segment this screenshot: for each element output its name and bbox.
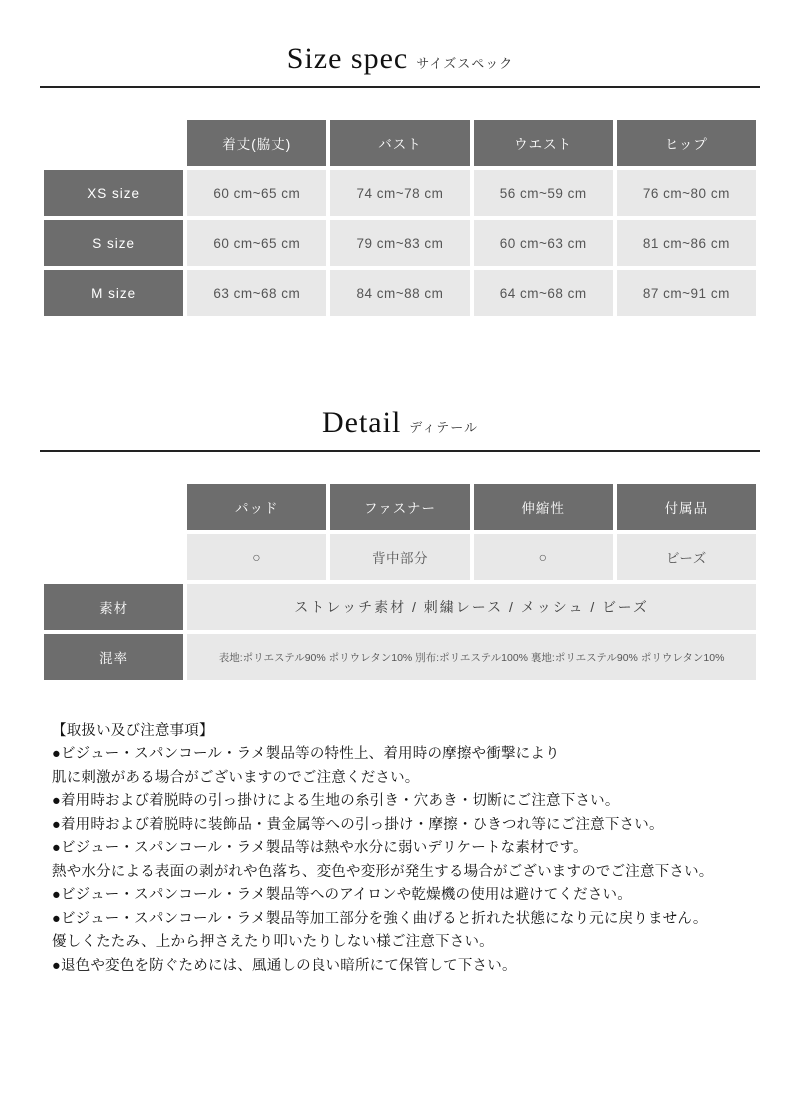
size-cell: 79 cm~83 cm [330,220,469,266]
size-cell: 76 cm~80 cm [617,170,756,216]
table-row [44,534,756,580]
care-note-line: ●ビジュー・スパンコール・ラメ製品等加工部分を強く曲げると折れた状態になり元に戻りません。 [52,910,708,927]
spacer-cell [44,534,183,580]
detail-column-header: 付属品 [617,484,756,530]
detail-title-jp: ディテール [409,420,478,435]
detail-cell: ○ [474,534,613,580]
detail-cell: 背中部分 [330,534,469,580]
detail-column-header: 伸縮性 [474,484,613,530]
detail-column-header: ファスナー [330,484,469,530]
table-header-row [44,120,756,166]
care-notes [52,720,760,978]
care-note-line: ●ビジュー・スパンコール・ラメ製品等は熱や水分に弱いデリケートな素材です。 [52,840,588,857]
detail-title-en: Detail [321,406,402,439]
table-row [44,270,756,316]
size-column-header: 着丈(脇丈) [187,120,326,166]
material-value: ストレッチ素材 / 刺繍レース / メッシュ / ビーズ [187,584,756,630]
size-row-label: M size [44,270,183,316]
care-note-line: ●ビジュー・スパンコール・ラメ製品等の特性上、着用時の摩擦や衝撃により [52,746,560,763]
product-spec-page [0,42,800,1109]
size-cell: 64 cm~68 cm [474,270,613,316]
material-row-label: 素材 [44,584,183,630]
size-column-header: ヒップ [617,120,756,166]
size-column-header: バスト [330,120,469,166]
size-cell: 84 cm~88 cm [330,270,469,316]
corner-cell [44,484,183,530]
care-note-line: 肌に刺激がある場合がございますのでご注意ください。 [52,769,420,786]
size-cell: 60 cm~63 cm [474,220,613,266]
detail-column-header: パッド [187,484,326,530]
table-row [44,170,756,216]
size-spec-title-jp: サイズスペック [416,56,514,71]
size-cell: 60 cm~65 cm [187,220,326,266]
size-row-label: S size [44,220,183,266]
ratio-row-label: 混率 [44,634,183,680]
size-cell: 63 cm~68 cm [187,270,326,316]
size-spec-table [40,116,760,320]
table-row [44,634,756,680]
size-spec-heading [40,42,760,88]
detail-heading [40,406,760,452]
care-note-line: ●ビジュー・スパンコール・ラメ製品等へのアイロンや乾燥機の使用は避けてください。 [52,887,632,904]
table-row [44,584,756,630]
detail-table [40,480,760,684]
size-cell: 60 cm~65 cm [187,170,326,216]
detail-cell: ○ [187,534,326,580]
detail-cell: ビーズ [617,534,756,580]
care-note-line: 熱や水分による表面の剥がれや色落ち、変色や変形が発生する場合がございますのでご注意下さい。 [52,863,714,880]
size-spec-title-en: Size spec [286,42,409,75]
table-row [44,220,756,266]
corner-cell [44,120,183,166]
size-cell: 87 cm~91 cm [617,270,756,316]
size-cell: 74 cm~78 cm [330,170,469,216]
ratio-value: 表地:ポリエステル90% ポリウレタン10% 別布:ポリエステル100% 裏地:ポリエステル90% ポリウレタン10% [187,634,756,680]
size-row-label: XS size [44,170,183,216]
table-header-row [44,484,756,530]
care-notes-title: 【取扱い及び注意事項】 [52,723,214,739]
size-column-header: ウエスト [474,120,613,166]
care-note-line: ●退色や変色を防ぐためには、風通しの良い暗所にて保管して下さい。 [52,957,517,974]
size-cell: 81 cm~86 cm [617,220,756,266]
care-note-line: 優しくたたみ、上から押さえたり叩いたりしない様ご注意下さい。 [52,934,494,951]
care-note-line: ●着用時および着脱時に装飾品・貴金属等への引っ掛け・摩擦・ひきつれ等にご注意下さい。 [52,816,664,833]
size-cell: 56 cm~59 cm [474,170,613,216]
care-note-line: ●着用時および着脱時の引っ掛けによる生地の糸引き・穴あき・切断にご注意下さい。 [52,793,620,810]
